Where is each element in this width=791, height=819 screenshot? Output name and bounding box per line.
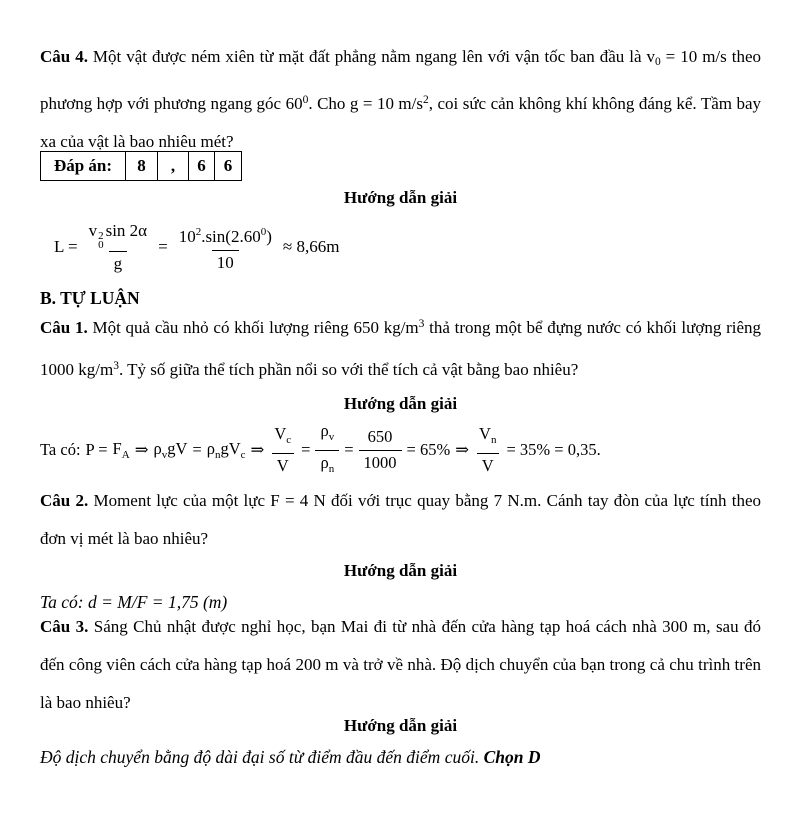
final-result: = 35% = 0,35. (506, 439, 601, 459)
fraction-numerator: 650 (367, 427, 393, 446)
fraction-denominator: V (272, 453, 294, 477)
question-4-text: , coi sức cản không khí không đáng kể. Tầm bay xa của vật là bao nhiêu mét? (40, 94, 761, 151)
var-rho: ρ (206, 438, 215, 458)
solution-heading-q1: Hướng dẫn giải (343, 394, 458, 413)
answer-cell-3: 6 (189, 152, 215, 181)
fraction-numeric (174, 220, 277, 274)
implies-arrow: ⇒ (134, 439, 149, 459)
question-4-text: = 10 m/s theo phương hợp với phương ngang góc 60 (40, 47, 761, 113)
solution-heading-q4: Hướng dẫn giải (343, 188, 458, 207)
gV-term: gV (220, 438, 241, 458)
equals-sign: = (192, 439, 202, 459)
implies-arrow: ⇒ (250, 439, 265, 459)
question-1-text: Một quả cầu nhỏ có khối lượng riêng 650 kg/m (87, 318, 419, 337)
sub-c: c (286, 434, 292, 446)
sup-2: 2 (195, 226, 202, 238)
rho-n-gVc (207, 439, 246, 461)
var-F: F (112, 438, 122, 458)
buoyancy-formula (40, 419, 761, 480)
sup-0: 0 (260, 226, 267, 238)
sub-sup-stack (98, 232, 104, 250)
rho-v-gV (154, 439, 188, 461)
question-2-solution: Ta có: d = M/F = 1,75 (m) (40, 592, 228, 612)
degree-superscript: 0 (302, 94, 309, 106)
formula-result: ≈ 8,66m (282, 237, 340, 256)
sub-v: v (161, 448, 168, 461)
fraction-denominator: V (477, 453, 499, 477)
fraction-numerator (174, 220, 277, 250)
solution-text: Độ dịch chuyển bằng độ dài đại số từ điểm đầu đến điểm cuối. (40, 747, 480, 767)
v0-subscript: 0 (654, 56, 661, 68)
sin-term: .sin(2.60 (201, 227, 261, 246)
var-V: V (274, 424, 287, 443)
sup-2: 2 (98, 230, 104, 242)
fraction-rho-ratio (315, 419, 339, 480)
var-v: v (88, 221, 98, 240)
formula-lhs: L = (54, 237, 78, 256)
sub-A: A (121, 448, 130, 461)
fraction-vn-over-v (474, 422, 501, 477)
close-paren: ) (266, 227, 272, 246)
question-4-text: . Cho g = 10 m/s (308, 94, 423, 113)
implies-arrow: ⇒ (455, 439, 470, 459)
question-3-paragraph (40, 608, 761, 722)
solution-heading-q2: Hướng dẫn giải (343, 561, 458, 580)
solution-heading-q3: Hướng dẫn giải (343, 716, 458, 735)
fraction-denominator (315, 450, 339, 480)
fraction-numerator (84, 219, 153, 251)
chosen-answer: Chọn D (479, 747, 541, 767)
fraction-650-1000 (359, 425, 402, 474)
equals-sign: = (344, 439, 354, 459)
question-3-label: Câu 3. (40, 617, 89, 636)
sin-2alpha: sin 2α (105, 221, 148, 240)
fraction-v0-squared-over-g (84, 219, 153, 275)
formula-prefix: Ta có: (40, 439, 81, 459)
fraction-numerator (269, 422, 296, 453)
section-b-heading: B. TỰ LUẬN (40, 288, 140, 308)
var-rho: ρ (320, 421, 329, 440)
var-rho: ρ (153, 438, 162, 458)
question-3-solution (40, 742, 761, 772)
equals-sign: = (158, 237, 168, 256)
fraction-numerator (315, 419, 339, 450)
equals-sign: = (301, 439, 311, 459)
sub-v: v (328, 431, 335, 443)
cubed-superscript: 3 (113, 360, 119, 372)
question-2-label: Câu 2. (40, 491, 89, 510)
answer-cell-2: , (158, 152, 189, 181)
percent-65: = 65% (406, 439, 451, 459)
question-2-paragraph (40, 482, 761, 558)
archimedes-force (113, 439, 130, 461)
question-1-paragraph (40, 305, 761, 389)
question-4-text: Một vật được ném xiên từ mặt đất phẳng nằm ngang lên với vận tốc ban đầu là v (87, 47, 655, 66)
answer-cell-4: 6 (215, 152, 242, 181)
question-4-paragraph (40, 38, 761, 161)
sub-n: n (490, 434, 497, 446)
projectile-range-formula (54, 219, 761, 275)
answer-cell-1: 8 (126, 152, 158, 181)
question-2-text: Moment lực của một lực F = 4 N đối với trục quay bằng 7 N.m. Cánh tay đòn của lực tính theo đơn vị mét là bao nhiêu? (40, 491, 761, 548)
question-1-text: . Tỷ số giữa thể tích phần nổi so với thể tích cả vật bằng bao nhiêu? (118, 360, 579, 379)
var-V: V (479, 424, 491, 443)
fraction-vc-over-v (269, 422, 296, 477)
sub-n: n (328, 463, 335, 475)
p-equals: P = (85, 439, 108, 459)
fraction-numerator (474, 422, 501, 453)
document-body (40, 0, 761, 772)
fraction-denominator: g (109, 251, 128, 275)
question-4-label: Câu 4. (40, 47, 88, 66)
num-10: 10 (178, 227, 196, 246)
answer-label-cell: Đáp án: (41, 152, 126, 181)
fraction-denominator: 10 (212, 250, 239, 274)
question-3-text: Sáng Chủ nhật được nghỉ học, bạn Mai đi từ nhà đến cửa hàng tạp hoá cách nhà 300 m, sau đó đến công viên cách cửa hàng tạp hoá 200 m và trở về nhà. Độ dịch chuyển của bạn trong cả chu trình trên là bao nhiêu? (40, 617, 761, 712)
cubed-superscript: 3 (418, 318, 425, 330)
question-1-text: thả trong một bể đựng nước có khối lượng riêng 1000 kg/m (40, 318, 762, 379)
sub-n: n (214, 448, 221, 461)
gV-term: gV (167, 438, 188, 458)
var-rho: ρ (320, 453, 329, 472)
sub-c: c (240, 448, 246, 461)
squared-superscript: 2 (423, 94, 429, 106)
sub-0: 0 (98, 239, 104, 251)
fraction-denominator: 1000 (359, 450, 402, 474)
question-1-label: Câu 1. (40, 318, 88, 337)
